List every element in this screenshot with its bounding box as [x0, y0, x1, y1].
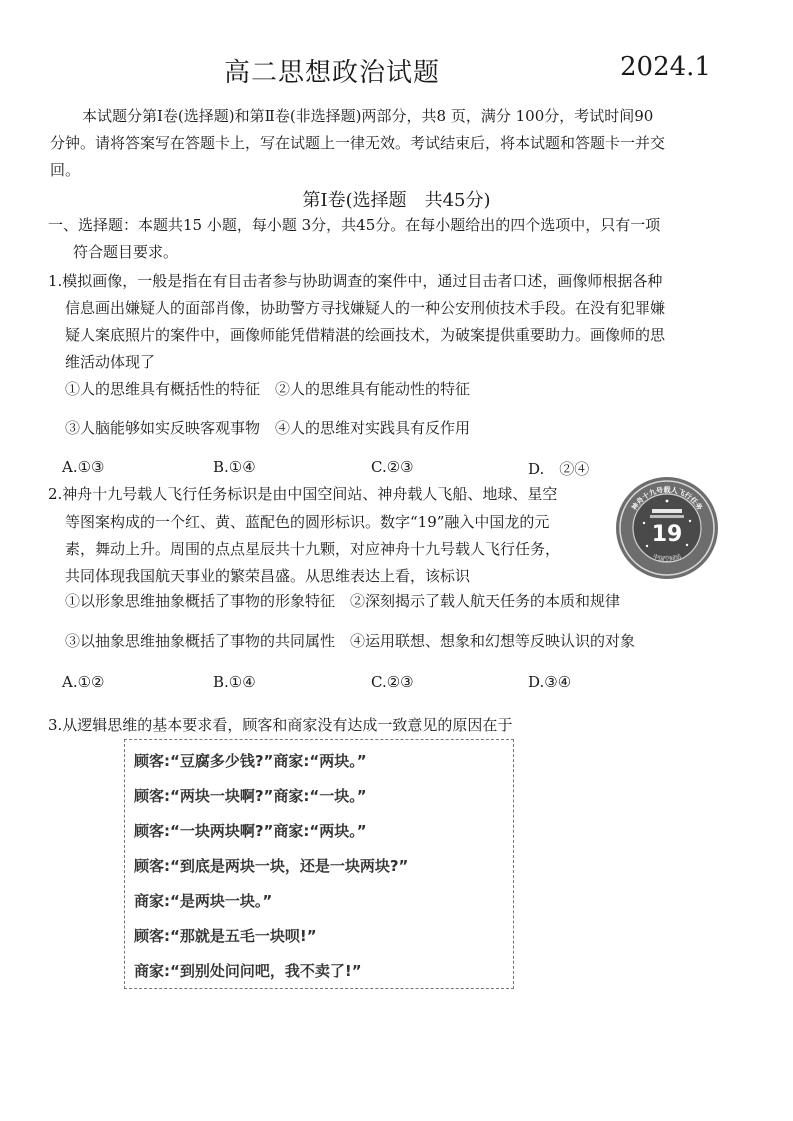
q2-stem-line: 素，舞动上升。周围的点点星辰共十九颗，对应神舟十九号载人飞行任务， [65, 540, 561, 558]
q1-statement-row: ①人的思维具有概括性的特征 ②人的思维具有能动性的特征 [65, 380, 471, 398]
q1-stem-line: 疑人案底照片的案件中，画像师能凭借精湛的绘画技术，为破案提供重要助力。画像师的思 [65, 326, 666, 344]
q1-option-c: C.②③ [371, 458, 414, 476]
q3-stem: 3.从逻辑思维的基本要求看，顾客和商家没有达成一致意见的原因在于 [48, 716, 513, 734]
part1-instruction-2: 符合题目要求。 [73, 243, 179, 261]
q1-stem-line: 1.模拟画像，一般是指在有目击者参与协助调查的案件中，通过目击者口述，画像师根据各种 [48, 272, 663, 290]
part1-instruction-1: 一、选择题：本题共15 小题，每小题 3分，共45分。在每小题给出的四个选项中，只有一项 [48, 216, 661, 234]
dialog-line: 顾客:“豆腐多少钱?”商家:“两块。” [134, 752, 367, 770]
q1-stem-line: 维活动体现了 [65, 353, 156, 371]
mission-emblem-image [614, 475, 720, 581]
q1-option-d: D. ②④ [528, 460, 590, 478]
q2-option-b: B.①④ [213, 673, 256, 691]
dialog-line: 顾客:“两块一块啊?”商家:“一块。” [134, 787, 367, 805]
dialog-line: 商家:“到别处问问吧，我不卖了!” [134, 962, 362, 980]
exam-title: 高二思想政治试题 [224, 58, 441, 88]
intro-line-3: 回。 [50, 161, 81, 179]
dialog-line: 顾客:“到底是两块一块，还是一块两块?” [134, 857, 409, 875]
q1-option-a: A.①③ [62, 458, 105, 476]
header [0, 52, 793, 92]
q1-statement-row: ③人脑能够如实反映客观事物 ④人的思维对实践具有反作用 [65, 419, 471, 437]
q1-option-b: B.①④ [213, 458, 256, 476]
dialog-line: 顾客:“一块两块啊?”商家:“两块。” [134, 822, 367, 840]
emblem-bottom-text: 中国空间站 [651, 553, 683, 564]
q2-stem-line: 2.神舟十九号载人飞行任务标识是由中国空间站、神舟载人飞船、地球、星空 [48, 485, 558, 503]
dialog-line: 顾客:“那就是五毛一块呗!” [134, 927, 317, 945]
exam-date: 2024.1 [620, 52, 711, 82]
intro-line-2: 分钟。请将答案写在答题卡上，写在试题上一律无效。考试结束后，将本试题和答题卡一并交 [50, 134, 666, 152]
emblem-top-text: 神舟十九号载人飞行任务 [630, 486, 704, 512]
emblem-number: 19 [651, 522, 683, 547]
q1-stem-line: 信息画出嫌疑人的面部肖像，协助警方寻找嫌疑人的一种公安刑侦技术手段。在没有犯罪嫌 [65, 299, 666, 317]
q2-statement-row: ①以形象思维抽象概括了事物的形象特征 ②深刻揭示了载人航天任务的本质和规律 [65, 592, 621, 610]
section-title: 第Ⅰ卷(选择题 共45分) [302, 190, 491, 211]
q2-statement-row: ③以抽象思维抽象概括了事物的共同属性 ④运用联想、想象和幻想等反映认识的对象 [65, 632, 636, 650]
q2-option-c: C.②③ [371, 673, 414, 691]
q2-stem-line: 共同体现我国航天事业的繁荣昌盛。从思维表达上看，该标识 [65, 567, 471, 585]
q2-option-a: A.①② [62, 673, 105, 691]
dialog-line: 商家:“是两块一块。” [134, 892, 273, 910]
q2-options [0, 673, 793, 695]
q2-stem-line: 等图案构成的一个红、黄、蓝配色的圆形标识。数字“19”融入中国龙的元 [65, 513, 550, 531]
q3-dialog-box [124, 739, 514, 989]
q2-option-d: D.③④ [528, 673, 572, 691]
intro-line-1: 本试题分第Ⅰ卷(选择题)和第Ⅱ卷(非选择题)两部分，共8 页，满分 100分，考试时间90 [82, 107, 654, 125]
